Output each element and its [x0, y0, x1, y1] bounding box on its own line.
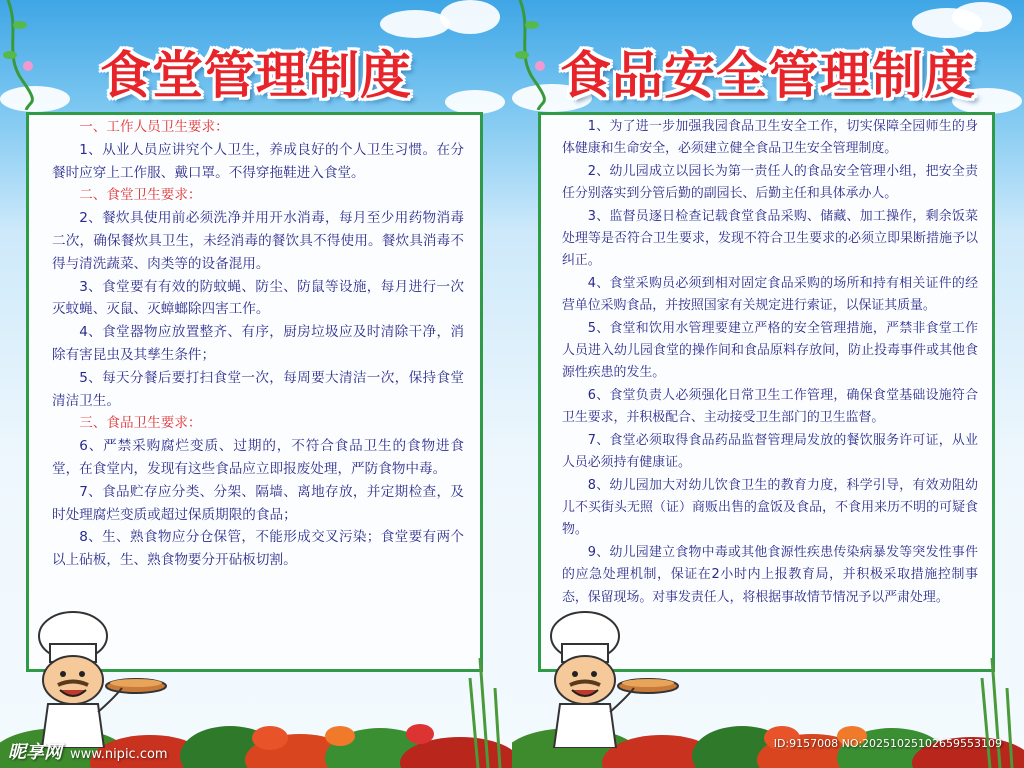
- rule-paragraph: 8、生、熟食物应分仓保管，不能形成交叉污染；食堂要有两个以上砧板，生、熟食物要分开砧板切割。: [52, 529, 464, 569]
- rules-text: [542, 116, 992, 609]
- cloud: [440, 0, 500, 34]
- poster-title: 食品安全管理制度: [559, 47, 976, 106]
- image-id-label: ID:9157008 NO:20251025102659553109: [773, 737, 1002, 750]
- rule-paragraph: 5、每天分餐后要打扫食堂一次，每周要大清洁一次，保持食堂清洁卫生。: [52, 369, 464, 409]
- food-safety-poster: [512, 0, 1024, 768]
- rule-paragraph: 6、严禁采购腐烂变质、过期的，不符合食品卫生的食物进食堂，在食堂内，发现有这些食品应立即报废处理，严防食物中毒。: [52, 438, 464, 477]
- rule-paragraph: 7、食品贮存应分类、分架、隔墙、离地存放，并定期检查，及时处理腐烂变质或超过保质期限的食品；: [52, 483, 464, 523]
- rule-paragraph: 1、为了进一步加强我园食品卫生安全工作，切实保障全园师生的身体健康和生命安全，必须建立健全食品卫生安全管理制度。: [562, 119, 978, 157]
- watermark-url: www.nipic.com: [70, 747, 168, 762]
- rule-paragraph: 9、幼儿园建立食物中毒或其他食源性疾患传染病暴发等突发性事件的应急处理机制，保证在2小时内上报教育局，并积极采取措施控制事态，保留现场。对事发责任人，将根据事故情节情况予以严肃处理。: [562, 544, 978, 605]
- site-watermark: [8, 738, 168, 764]
- rule-paragraph: 5、食堂和饮用水管理要建立严格的安全管理措施，严禁非食堂工作人员进入幼儿园食堂的操作间和食品原料存放间，防止投毒事件或其他食源性疾患的发生。: [562, 320, 978, 381]
- rule-paragraph: 2、幼儿园成立以园长为第一责任人的食品安全管理小组，把安全责任分别落实到分管后勤的副园长、后勤主任和具体承办人。: [562, 163, 978, 202]
- watermark-brand: 昵享网: [8, 742, 62, 763]
- rule-paragraph: 6、食堂负责人必须强化日常卫生工作管理，确保食堂基础设施符合卫生要求，并积极配合、主动接受卫生部门的卫生监督。: [562, 387, 978, 426]
- section-heading: 一、工作人员卫生要求：: [79, 119, 229, 135]
- rule-paragraph: 7、食堂必须取得食品药品监督管理局发放的餐饮服务许可证，从业人员必须持有健康证。: [562, 432, 978, 471]
- rules-text: [30, 116, 480, 572]
- section-heading: 三、食品卫生要求：: [79, 415, 202, 432]
- chef-cartoon: [530, 608, 680, 748]
- section-heading: 二、食堂卫生要求：: [79, 187, 202, 204]
- rule-paragraph: 8、幼儿园加大对幼儿饮食卫生的教育力度，科学引导，有效劝阻幼儿不买街头无照（证）商贩出售的盒饭及食品，不食用来历不明的可疑食物。: [562, 477, 978, 538]
- rule-paragraph: 3、监督员逐日检查记载食堂食品采购、储藏、加工操作，剩余饭菜处理等是否符合卫生要求，发现不符合卫生要求的必须立即果断措施予以纠正。: [562, 208, 978, 269]
- rule-paragraph: 1、从业人员应讲究个人卫生，养成良好的个人卫生习惯。在分餐时应穿上工作服、戴口罩。不得穿拖鞋进入食堂。: [52, 141, 464, 181]
- rule-paragraph: 4、食堂采购员必须到相对固定食品采购的场所和持有相关证件的经营单位采购食品，并按照国家有关规定进行索证，以保证其质量。: [562, 275, 978, 314]
- poster-title: 食堂管理制度: [99, 47, 412, 106]
- chef-cartoon: [18, 608, 168, 748]
- rule-paragraph: 2、餐炊具使用前必须洗净并用开水消毒，每月至少用药物消毒二次，确保餐炊具卫生，未经消毒的餐饮具不得使用。餐炊具消毒不得与清洗蔬菜、肉类等的设备混用。: [52, 210, 464, 272]
- rule-paragraph: 4、食堂器物应放置整齐、有序，厨房垃圾应及时清除干净，消除有害昆虫及其孳生条件；: [52, 324, 464, 363]
- cloud: [952, 2, 1012, 32]
- rule-paragraph: 3、食堂要有有效的防蚊蝇、防尘、防鼠等设施，每月进行一次灭蚊蝇、灭鼠、灭蟑螂除四害工作。: [52, 278, 464, 318]
